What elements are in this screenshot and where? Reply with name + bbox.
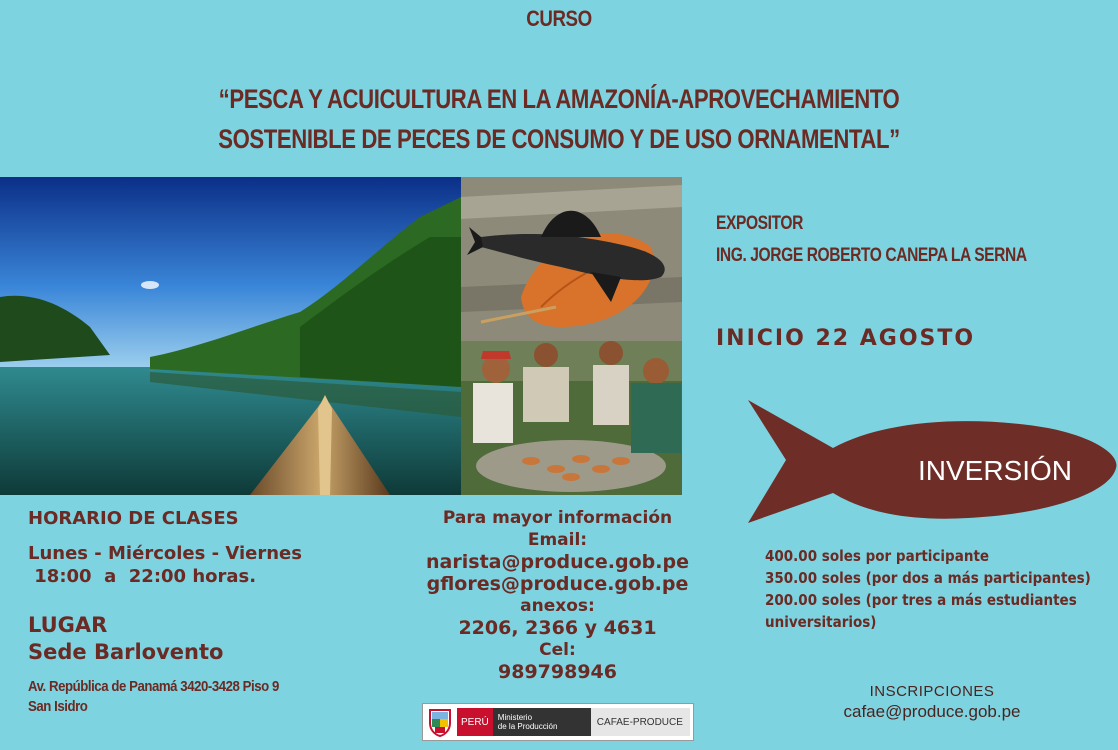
location-name: Sede Barlovento — [28, 640, 224, 664]
price-item: universitarios) — [765, 613, 877, 631]
price-item: 400.00 soles por participante — [765, 547, 990, 565]
river-photo — [0, 177, 461, 495]
expositor-label: EXPOSITOR — [716, 213, 803, 234]
price-item: 200.00 soles (por tres a más estudiantes — [765, 591, 1077, 609]
fishermen-photo — [461, 341, 682, 495]
logo-country: PERÚ — [457, 708, 493, 736]
catfish-photo — [461, 177, 682, 341]
address-line-1: Av. República de Panamá 3420-3428 Piso 9 — [28, 678, 279, 695]
info-heading: Para mayor información — [442, 508, 673, 528]
registration-label: INSCRIPCIONES — [869, 683, 995, 700]
coat-of-arms-icon — [426, 707, 454, 737]
investment-label: INVERSIÓN — [918, 455, 1073, 486]
start-date: INICIO 22 AGOSTO — [716, 326, 976, 351]
schedule-title: HORARIO DE CLASES — [28, 508, 239, 529]
price-list — [765, 545, 1115, 633]
schedule-hours: 18:00 a 22:00 horas. — [28, 566, 257, 587]
logo-ministry — [493, 708, 591, 736]
cel-value: 989798946 — [498, 661, 617, 683]
extensions-label: anexos: — [520, 596, 595, 616]
logo-ministry-line-2: de la Producción — [497, 722, 558, 731]
logo-org: CAFAE-PRODUCE — [591, 708, 690, 736]
schedule-days: Lunes - Miércoles - Viernes — [28, 543, 302, 564]
contact-info — [410, 507, 705, 683]
course-title-line-2: SOSTENIBLE DE PECES DE CONSUMO Y DE USO ORNAMENTAL” — [218, 124, 900, 154]
email-link[interactable]: gflores@produce.gob.pe — [426, 573, 689, 595]
email-label: Email: — [527, 530, 588, 550]
logo-ministry-line-1: Ministerio — [497, 713, 533, 722]
registration-email[interactable]: cafae@produce.gob.pe — [843, 702, 1021, 721]
cel-label: Cel: — [539, 640, 576, 660]
course-title-line-1: “PESCA Y ACUICULTURA EN LA AMAZONÍA-APROVECHAMIENTO — [218, 84, 900, 114]
course-kicker: CURSO — [526, 6, 592, 31]
price-item: 350.00 soles (por dos a más participantes) — [765, 569, 1091, 587]
email-link[interactable]: narista@produce.gob.pe — [426, 551, 689, 573]
location-label: LUGAR — [28, 613, 108, 637]
produce-logo — [422, 703, 694, 741]
expositor-name: ING. JORGE ROBERTO CANEPA LA SERNA — [716, 245, 1027, 266]
extensions-value: 2206, 2366 y 4631 — [458, 617, 657, 639]
address-line-2: San Isidro — [28, 698, 88, 715]
